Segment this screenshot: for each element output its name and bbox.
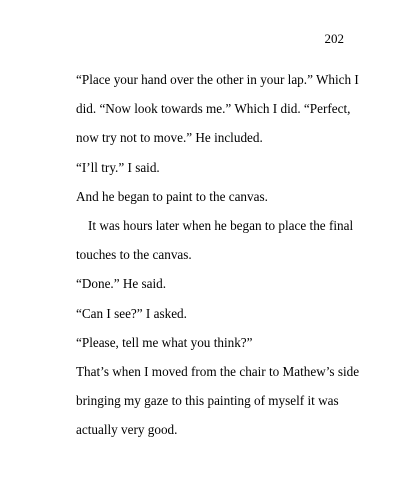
text-line: “Place your hand over the other in your lap.” Which I (76, 72, 359, 87)
text-line: “Can I see?” I asked. (76, 305, 187, 321)
text-line: “Done.” He said. (76, 276, 167, 292)
text-line: That’s when I moved from the chair to Mathew’s side (76, 363, 360, 379)
text-line: It was hours later when he began to place the final (88, 217, 354, 233)
text-line: And he began to paint to the canvas. (76, 188, 268, 204)
body-text (76, 65, 366, 444)
text-line: did. “Now look towards me.” Which I did. “Perfect, (76, 101, 351, 117)
page-number: 202 (324, 31, 344, 46)
text-line: actually very good. (76, 422, 178, 438)
text-line: bringing my gaze to this painting of myself it was (76, 393, 339, 409)
text-line: now try not to move.” He included. (76, 130, 263, 146)
text-line: “Please, tell me what you think?” (76, 334, 253, 350)
text-line: “I’ll try.” I said. (76, 159, 160, 175)
text-line: touches to the canvas. (76, 247, 192, 263)
